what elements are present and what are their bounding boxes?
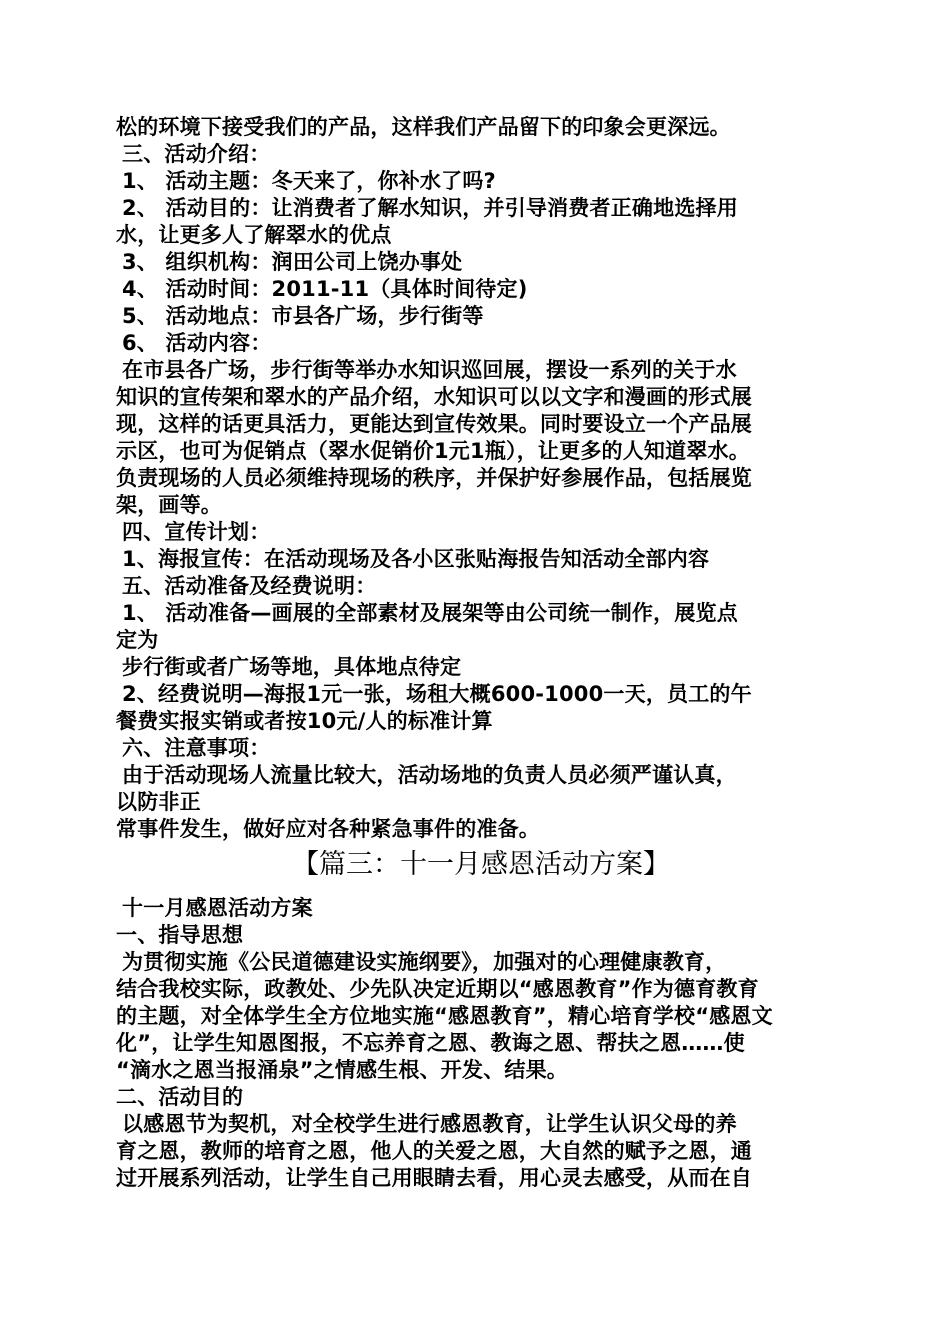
paragraph-line: 负责现场的人员必须维持现场的秩序，并保护好参展作品，包括展览 [116,466,752,490]
list-item-poster: 1、海报宣传：在活动现场及各小区张贴海报告知活动全部内容 [122,547,710,571]
paragraph-line: 过开展系列活动，让学生自己用眼睛去看，用心灵去感受，从而在自 [116,1166,752,1190]
heading-notes: 六、注意事项： [122,736,271,760]
heading-promotion-plan: 四、宣传计划： [122,520,271,544]
paragraph-line: 餐费实报实销或者按10元/人的标准计算 [116,709,493,733]
paragraph-line: 化”，让学生知恩图报，不忘养育之恩、教诲之恩、帮扶之恩……使 [116,1031,745,1055]
paragraph-line: 育之恩，教师的培育之恩，他人的关爱之恩，大自然的赋予之恩，通 [116,1139,752,1163]
part1-text [116,114,846,843]
document-page [116,114,846,1192]
paragraph-line: 示区，也可为促销点（翠水促销价1元1瓶），让更多的人知道翠水。 [116,439,750,463]
list-item-content: 6、 活动内容： [122,331,272,355]
paragraph-line: 水，让更多人了解翠水的优点 [116,223,392,247]
list-item-location: 5、 活动地点：市县各广场，步行街等 [122,304,484,328]
list-item-theme: 1、 活动主题：冬天来了，你补水了吗? [122,169,496,193]
paragraph-line: 步行街或者广场等地，具体地点待定 [122,655,462,679]
document-subtitle: 十一月感恩活动方案 [122,896,313,920]
heading-activity-goal: 二、活动目的 [116,1085,244,1109]
paragraph-line: 以防非正 [116,790,201,814]
paragraph-line: 以感恩节为契机，对全校学生进行感恩教育，让学生认识父母的养 [122,1112,737,1136]
paragraph-line: 为贯彻实施《公民道德建设实施纲要》，加强对的心理健康教育， [122,950,727,974]
list-item-preparation: 1、 活动准备—画展的全部素材及展架等由公司统一制作，展览点 [122,601,738,625]
paragraph-line: 现，这样的话更具活力，更能达到宣传效果。同时要设立一个产品展 [116,412,752,436]
list-item-time: 4、 活动时间：2011-11（具体时间待定) [122,277,528,301]
paragraph-line: “滴水之恩当报涌泉”之情感生根、开发、结果。 [116,1058,569,1082]
heading-preparation-budget: 五、活动准备及经费说明： [122,574,377,598]
paragraph-line: 在市县各广场，步行街等举办水知识巡回展，摆设一系列的关于水 [122,358,737,382]
heading-guiding-thought: 一、指导思想 [116,923,244,947]
paragraph-line: 常事件发生，做好应对各种紧急事件的准备。 [116,817,540,841]
list-item-purpose: 2、 活动目的：让消费者了解水知识，并引导消费者正确地选择用 [122,196,738,220]
paragraph-line: 的主题，对全体学生全方位地实施“感恩教育”，精心培育学校“感恩文 [116,1004,773,1028]
part2-text [116,895,846,1192]
section-title: 【篇三：十一月感恩活动方案】 [292,849,670,880]
heading-activity-intro: 三、活动介绍： [122,142,271,166]
paragraph-line: 由于活动现场人流量比较大，活动场地的负责人员必须严谨认真， [122,763,737,787]
paragraph-line: 松的环境下接受我们的产品，这样我们产品留下的印象会更深远。 [116,115,731,139]
paragraph-line: 定为 [116,628,159,652]
paragraph-line: 知识的宣传架和翠水的产品介绍，水知识可以以文字和漫画的形式展 [116,385,752,409]
list-item-organizer: 3、 组织机构：润田公司上饶办事处 [122,250,463,274]
paragraph-line: 架，画等。 [116,493,222,517]
list-item-budget: 2、经费说明—海报1元一张，场租大概600-1000一天，员工的午 [122,682,752,706]
paragraph-line: 结合我校实际，政教处、少先队决定近期以“感恩教育”作为德育教育 [116,977,759,1001]
